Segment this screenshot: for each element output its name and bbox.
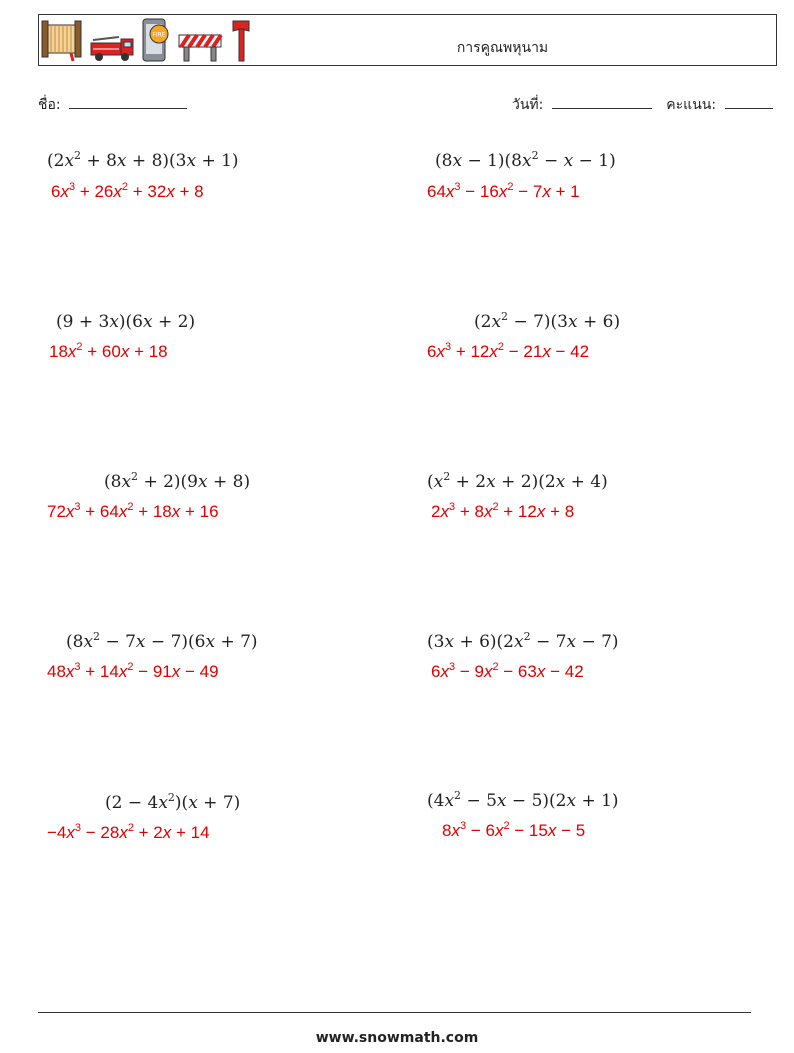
date-blank[interactable] <box>552 95 652 109</box>
date-score-field <box>512 94 773 116</box>
fire-badge-text: FIRE <box>152 31 166 39</box>
problem-5-question: $(8x^2 + 2)(9x + 8)$ <box>104 470 251 492</box>
problem-2-question: $(8x - 1)(8x^2 - x - 1)$ <box>435 149 616 171</box>
problem-4-question: $(2x^2 - 7)(3x + 6)$ <box>474 310 621 332</box>
problem-1-answer: $6x^3 + 26x^2 + 32x + 8$ <box>51 181 204 201</box>
date-label: วันที่: <box>512 97 544 113</box>
name-blank[interactable] <box>69 95 187 109</box>
problem-6-question: $(x^2 + 2x + 2)(2x + 4)$ <box>427 470 608 492</box>
worksheet-header <box>38 14 777 66</box>
problem-3-question: (9 + 3x)(6x + 2) <box>56 312 196 332</box>
footer-divider <box>38 1012 751 1013</box>
worksheet-title <box>39 37 776 59</box>
footer-url[interactable]: www.snowmath.com <box>315 1030 479 1046</box>
problem-8-answer: $6x^3 - 9x^2 - 63x - 42$ <box>431 661 584 681</box>
name-label: ชื่อ: <box>38 97 61 113</box>
problem-3-answer: $18x^2 + 60x + 18$ <box>49 341 168 361</box>
problem-7-question: $(8x^2 - 7x - 7)(6x + 7)$ <box>66 630 258 652</box>
problem-9-answer: $-4x^3 - 28x^2 + 2x + 14$ <box>47 822 210 842</box>
problem-1-question: $(2x^2 + 8x + 8)(3x + 1)$ <box>47 149 239 171</box>
score-label: คะแนน: <box>666 97 717 113</box>
problem-2-answer: $64x^3 - 16x^2 - 7x + 1$ <box>427 181 580 201</box>
name-field <box>38 94 187 116</box>
problem-10-answer: $8x^3 - 6x^2 - 15x - 5$ <box>442 820 586 840</box>
problem-8-question: $(3x + 6)(2x^2 - 7x - 7)$ <box>427 630 619 652</box>
problem-9-question: $(2 - 4x^2)(x + 7)$ <box>105 791 241 813</box>
problem-6-answer: $2x^3 + 8x^2 + 12x + 8$ <box>431 501 575 521</box>
score-blank[interactable] <box>725 95 773 109</box>
problem-10-question: $(4x^2 - 5x - 5)(2x + 1)$ <box>427 789 619 811</box>
worksheet-title-text: การคูณพหุนาม <box>456 40 549 56</box>
problem-5-answer: $72x^3 + 64x^2 + 18x + 16$ <box>47 501 219 521</box>
problem-7-answer: $48x^3 + 14x^2 - 91x - 49$ <box>47 661 219 681</box>
problem-4-answer: $6x^3 + 12x^2 - 21x - 42$ <box>427 341 590 361</box>
